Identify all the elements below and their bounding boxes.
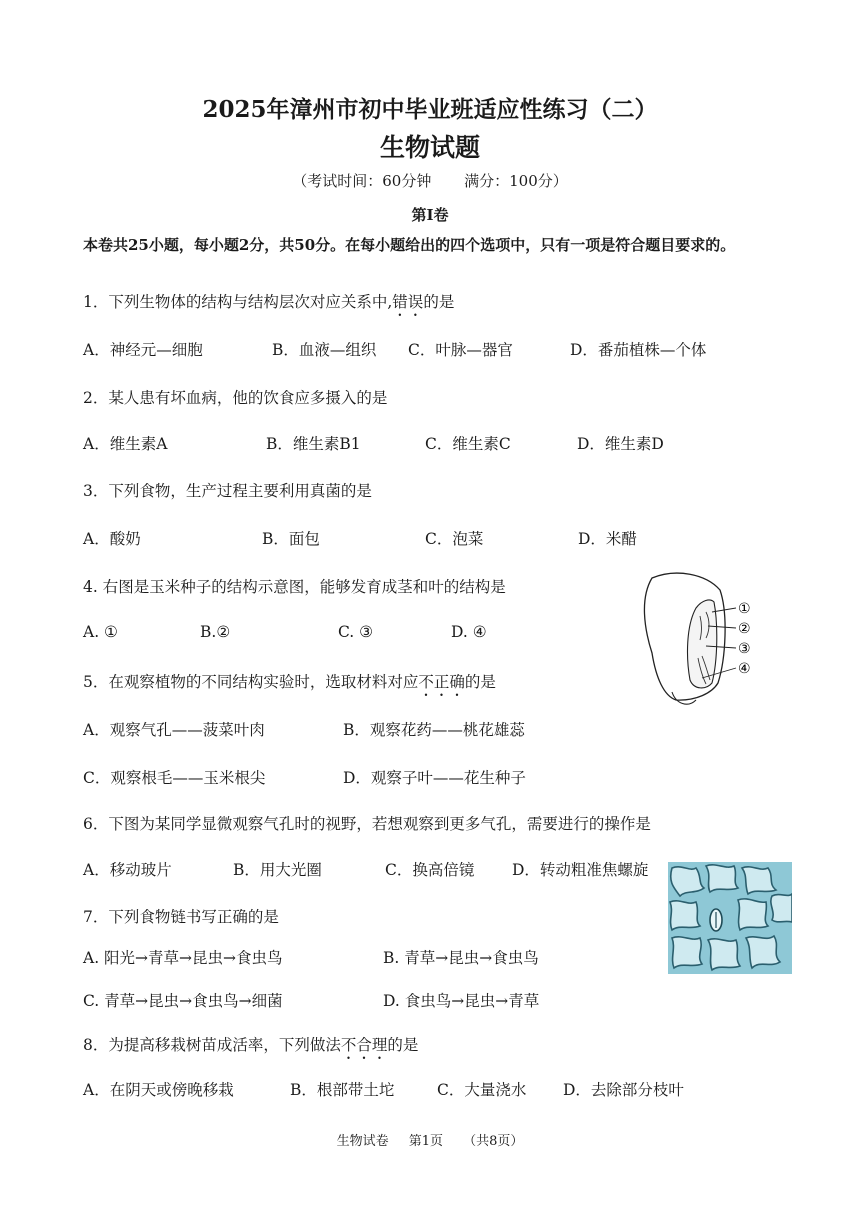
seed-label-4: ④ (738, 661, 751, 677)
q8-option-d: D．去除部分枝叶 (563, 1081, 684, 1099)
q4-option-a: A. ① (83, 623, 118, 641)
question-4: 4. 右图是玉米种子的结构示意图，能够发育成茎和叶的结构是 (83, 578, 506, 596)
q2-option-a: A．维生素A (83, 435, 168, 453)
q6-option-c: C．换高倍镜 (385, 861, 475, 879)
footer-subject: 生物试卷 (336, 1134, 389, 1149)
q4-option-d: D. ④ (451, 623, 487, 641)
q3-option-a: A．酸奶 (83, 530, 141, 548)
question-8: 8．为提高移栽树苗成活率，下列做法不合理的是 (83, 1036, 419, 1054)
exam-title: 2025年漳州市初中毕业班适应性练习（二） (202, 96, 658, 123)
q7-option-a: A. 阳光→青草→昆虫→食虫鸟 (83, 949, 283, 967)
q1-option-b: B．血液—组织 (272, 341, 377, 359)
q7-option-d: D. 食虫鸟→昆虫→青草 (383, 992, 540, 1010)
q7-option-c: C. 青草→昆虫→食虫鸟→细菌 (83, 992, 283, 1010)
q7-option-b: B. 青草→昆虫→食虫鸟 (383, 949, 539, 967)
q3-option-d: D．米醋 (578, 530, 637, 548)
question-5: 5．在观察植物的不同结构实验时，选取材料对应不正确的是 (83, 673, 496, 691)
q1-option-c: C．叶脉—器官 (408, 341, 513, 359)
seed-label-1: ① (738, 601, 751, 617)
q5-option-d: D．观察子叶——花生种子 (343, 769, 526, 787)
q6-option-a: A．移动玻片 (83, 861, 172, 879)
exam-time: （考试时间：60分钟 (292, 172, 432, 190)
q6-option-d: D．转动粗准焦螺旋 (512, 861, 649, 879)
q8-option-b: B．根部带土坨 (290, 1081, 395, 1099)
question-7: 7．下列食物链书写正确的是 (83, 908, 279, 926)
seed-label-3: ③ (738, 641, 751, 657)
q8-option-c: C．大量浇水 (437, 1081, 527, 1099)
question-6: 6．下图为某同学显微观察气孔时的视野，若想观察到更多气孔，需要进行的操作是 (83, 815, 651, 833)
seed-label-2: ② (738, 621, 751, 637)
instruction: 本卷共25小题，每小题2分，共50分。在每小题给出的四个选项中，只有一项是符合题目要求的。 (83, 236, 736, 254)
q2-option-b: B．维生素B1 (266, 435, 361, 453)
q2-option-d: D．维生素D (577, 435, 664, 453)
q5-option-c: C．观察根毛——玉米根尖 (83, 769, 266, 787)
q3-option-c: C．泡菜 (425, 530, 484, 548)
question-1: 1．下列生物体的结构与结构层次对应关系中,错误的是 (83, 293, 455, 311)
footer-page: 第1页 (408, 1134, 443, 1149)
question-3: 3．下列食物，生产过程主要利用真菌的是 (83, 482, 372, 500)
footer-total: （共8页） (463, 1134, 524, 1149)
q4-option-b: B.② (200, 623, 231, 641)
q1-option-a: A．神经元—细胞 (83, 341, 203, 359)
exam-info (0, 170, 860, 191)
q3-option-b: B．面包 (262, 530, 320, 548)
q2-option-c: C．维生素C (425, 435, 511, 453)
q5-option-a: A．观察气孔——菠菜叶肉 (83, 721, 265, 739)
q4-option-c: C. ③ (338, 623, 374, 641)
exam-score: 满分：100分） (464, 172, 568, 190)
page-footer (0, 1130, 860, 1149)
q5-option-b: B．观察花药——桃花雄蕊 (343, 721, 525, 739)
question-2: 2．某人患有坏血病，他的饮食应多摄入的是 (83, 389, 388, 407)
corn-seed-diagram (636, 568, 796, 713)
volume-label: 第Ⅰ卷 (411, 206, 449, 224)
q6-option-b: B．用大光圈 (233, 861, 322, 879)
stomata-micrograph (668, 862, 792, 974)
q1-option-d: D．番茄植株—个体 (570, 341, 707, 359)
q8-option-a: A．在阴天或傍晚移栽 (83, 1081, 234, 1099)
exam-subtitle: 生物试题 (379, 133, 480, 162)
